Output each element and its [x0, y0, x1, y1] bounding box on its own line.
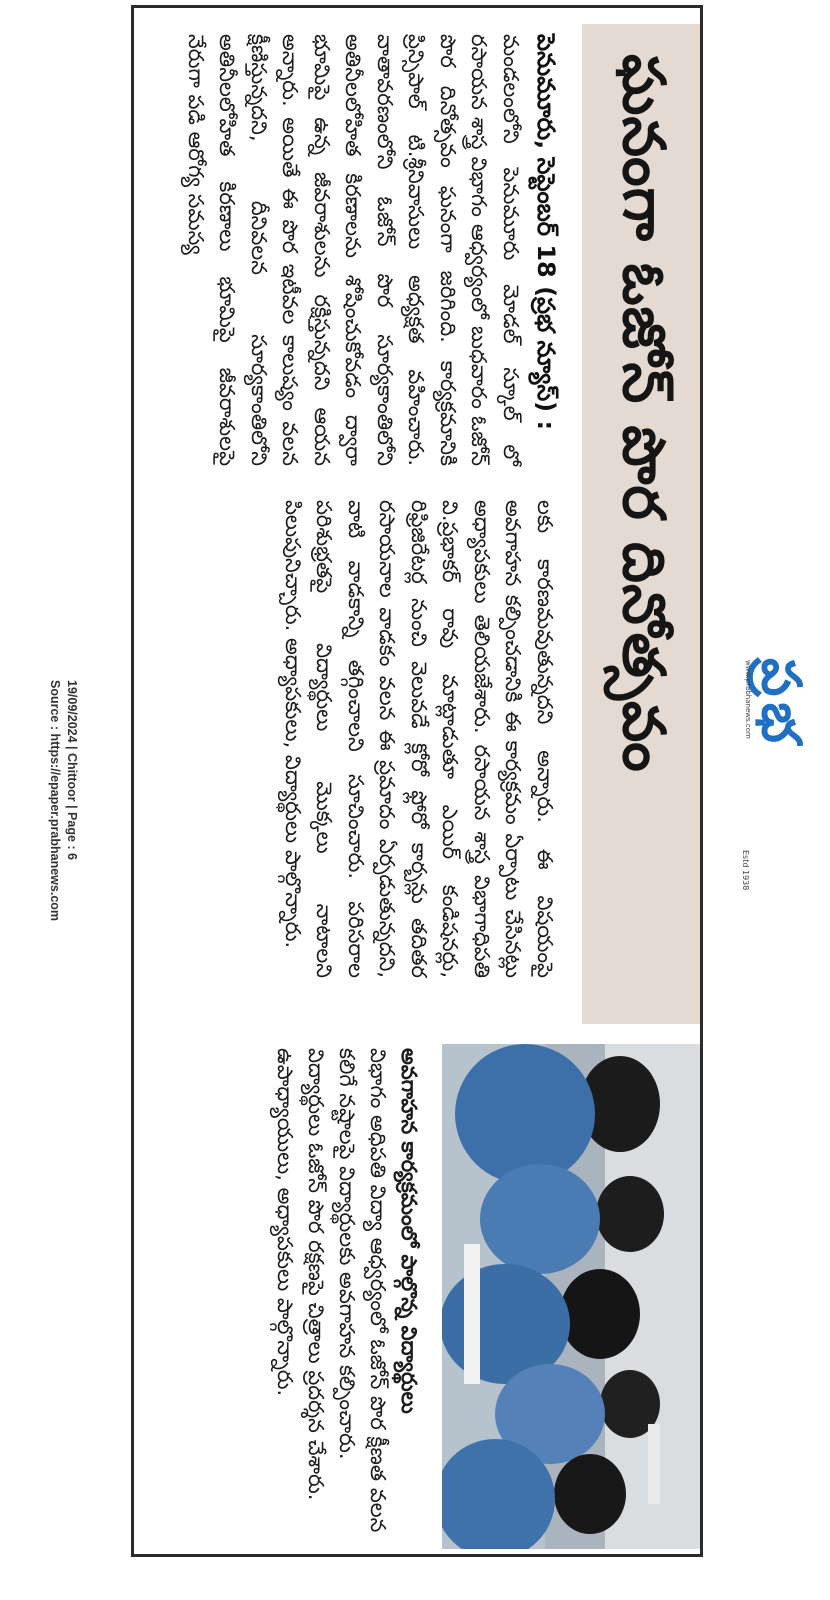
headline-band — [582, 24, 700, 1024]
logo-established: Estd 1938 — [741, 850, 750, 891]
article-column-2 — [277, 500, 561, 978]
classroom-photo-illustration — [442, 1044, 700, 1549]
caption-title: అవగాహన కార్యక్రమంలో పాల్గొన్న విద్యార్థులు — [397, 1048, 421, 1414]
photo-caption — [269, 1048, 424, 1548]
dateline: పెనుమూరు, సెప్టెంబర్ 18 (ప్రభ న్యూస్) : — [532, 34, 560, 431]
logo-wordmark: ప్రభ — [750, 658, 813, 749]
column-2-paragraph: లకు కారణమవుతున్నదని అన్నారు. ఈ విషయంపై అవగాహన కల్పించడానికి ఈ కార్యక్రమం ఏర్పాటు చేసినట్లు అధ్యాపకులు తెలియజేశారు. రసాయన శాస్త్ర విభాగాధిపతి వి.ప్రభాకర్ రావు మాట్లాడుతూ ఎయిర్ కండిషనర్లు, రిఫ్రిజిరేటర్ల నుంచి వెలువడే క్లోరో ఫ్లోరో కార్బన్లు తదితర రసాయనాల వాడకం వలన ఈ ప్రమాదం ఏర్పడుతున్నదని, వాటి వాడకాన్ని తగ్గించాలని సూచించారు. పరిసరాల పరిశుభ్రతపై విద్యార్థులు మొక్కలు నాటాలని పిలుపునిచ్చారు. అధ్యాపకులు, విద్యార్థులు పాల్గొన్నారు. — [281, 500, 557, 978]
column-1-paragraph: మండలంలోని పెనుమూరు మోడల్ స్కూల్ లో రసాయన శాస్త్ర విభాగం ఆధ్వర్యంలో బుధవారం ఓజోన్ పొర దినోత్సవం ఘనంగా జరిగింది. కార్యక్రమానికి ప్రిన్సిపాల్ టి.శ్రీనివాసులు అధ్యక్షత వహించారు. వాతావరణంలోని ఓజోన్ పొర సూర్యకాంతిలోని అతినీలలోహిత కిరణాలను శోషించుకోవడం ద్వారా భూమిపై ఉన్న జీవరాశులను రక్షిస్తున్నదని ఆయన అన్నారు. అయితే ఈ పొర ఇటీవల కాలుష్యం వలన క్షీణిస్తున్నదని, దీనివలన సూర్యకాంతిలోని అతినీలలోహిత కిరణాలు భూమిపై జీవరాశులపై నేరుగా పడి ఆరోగ్య సమస్య — [184, 34, 523, 466]
headline: ఘనంగా ఓజోన్ పొర దినోత్సవం — [610, 54, 678, 773]
newspaper-logo — [738, 650, 813, 920]
footer-source-line: Source : https://epaper.prabhanews.com — [48, 680, 62, 922]
logo-website: www.prabhanews.com — [744, 660, 752, 739]
page-footer — [30, 680, 290, 922]
caption-body: విభాగం అధిపతి విద్యా ఆధ్వర్యంలో ఓజోన్ పొర క్షీణత వలన కలిగే నష్టాలపై విద్యార్థులకు అవగాహన కల్పించారు. విద్యార్థులు ఓజోన్ పొర రక్షణపై చిత్రాలు ప్రదర్శన చేశారు. ఉపాధ్యాయులు, అధ్యాపకులు పాల్గొన్నారు. — [273, 1048, 390, 1533]
article-column-1 — [180, 34, 527, 466]
footer-date-line: 19/09/2024 | Chittoor | Page : 6 — [65, 680, 79, 860]
news-photo — [442, 1044, 700, 1549]
